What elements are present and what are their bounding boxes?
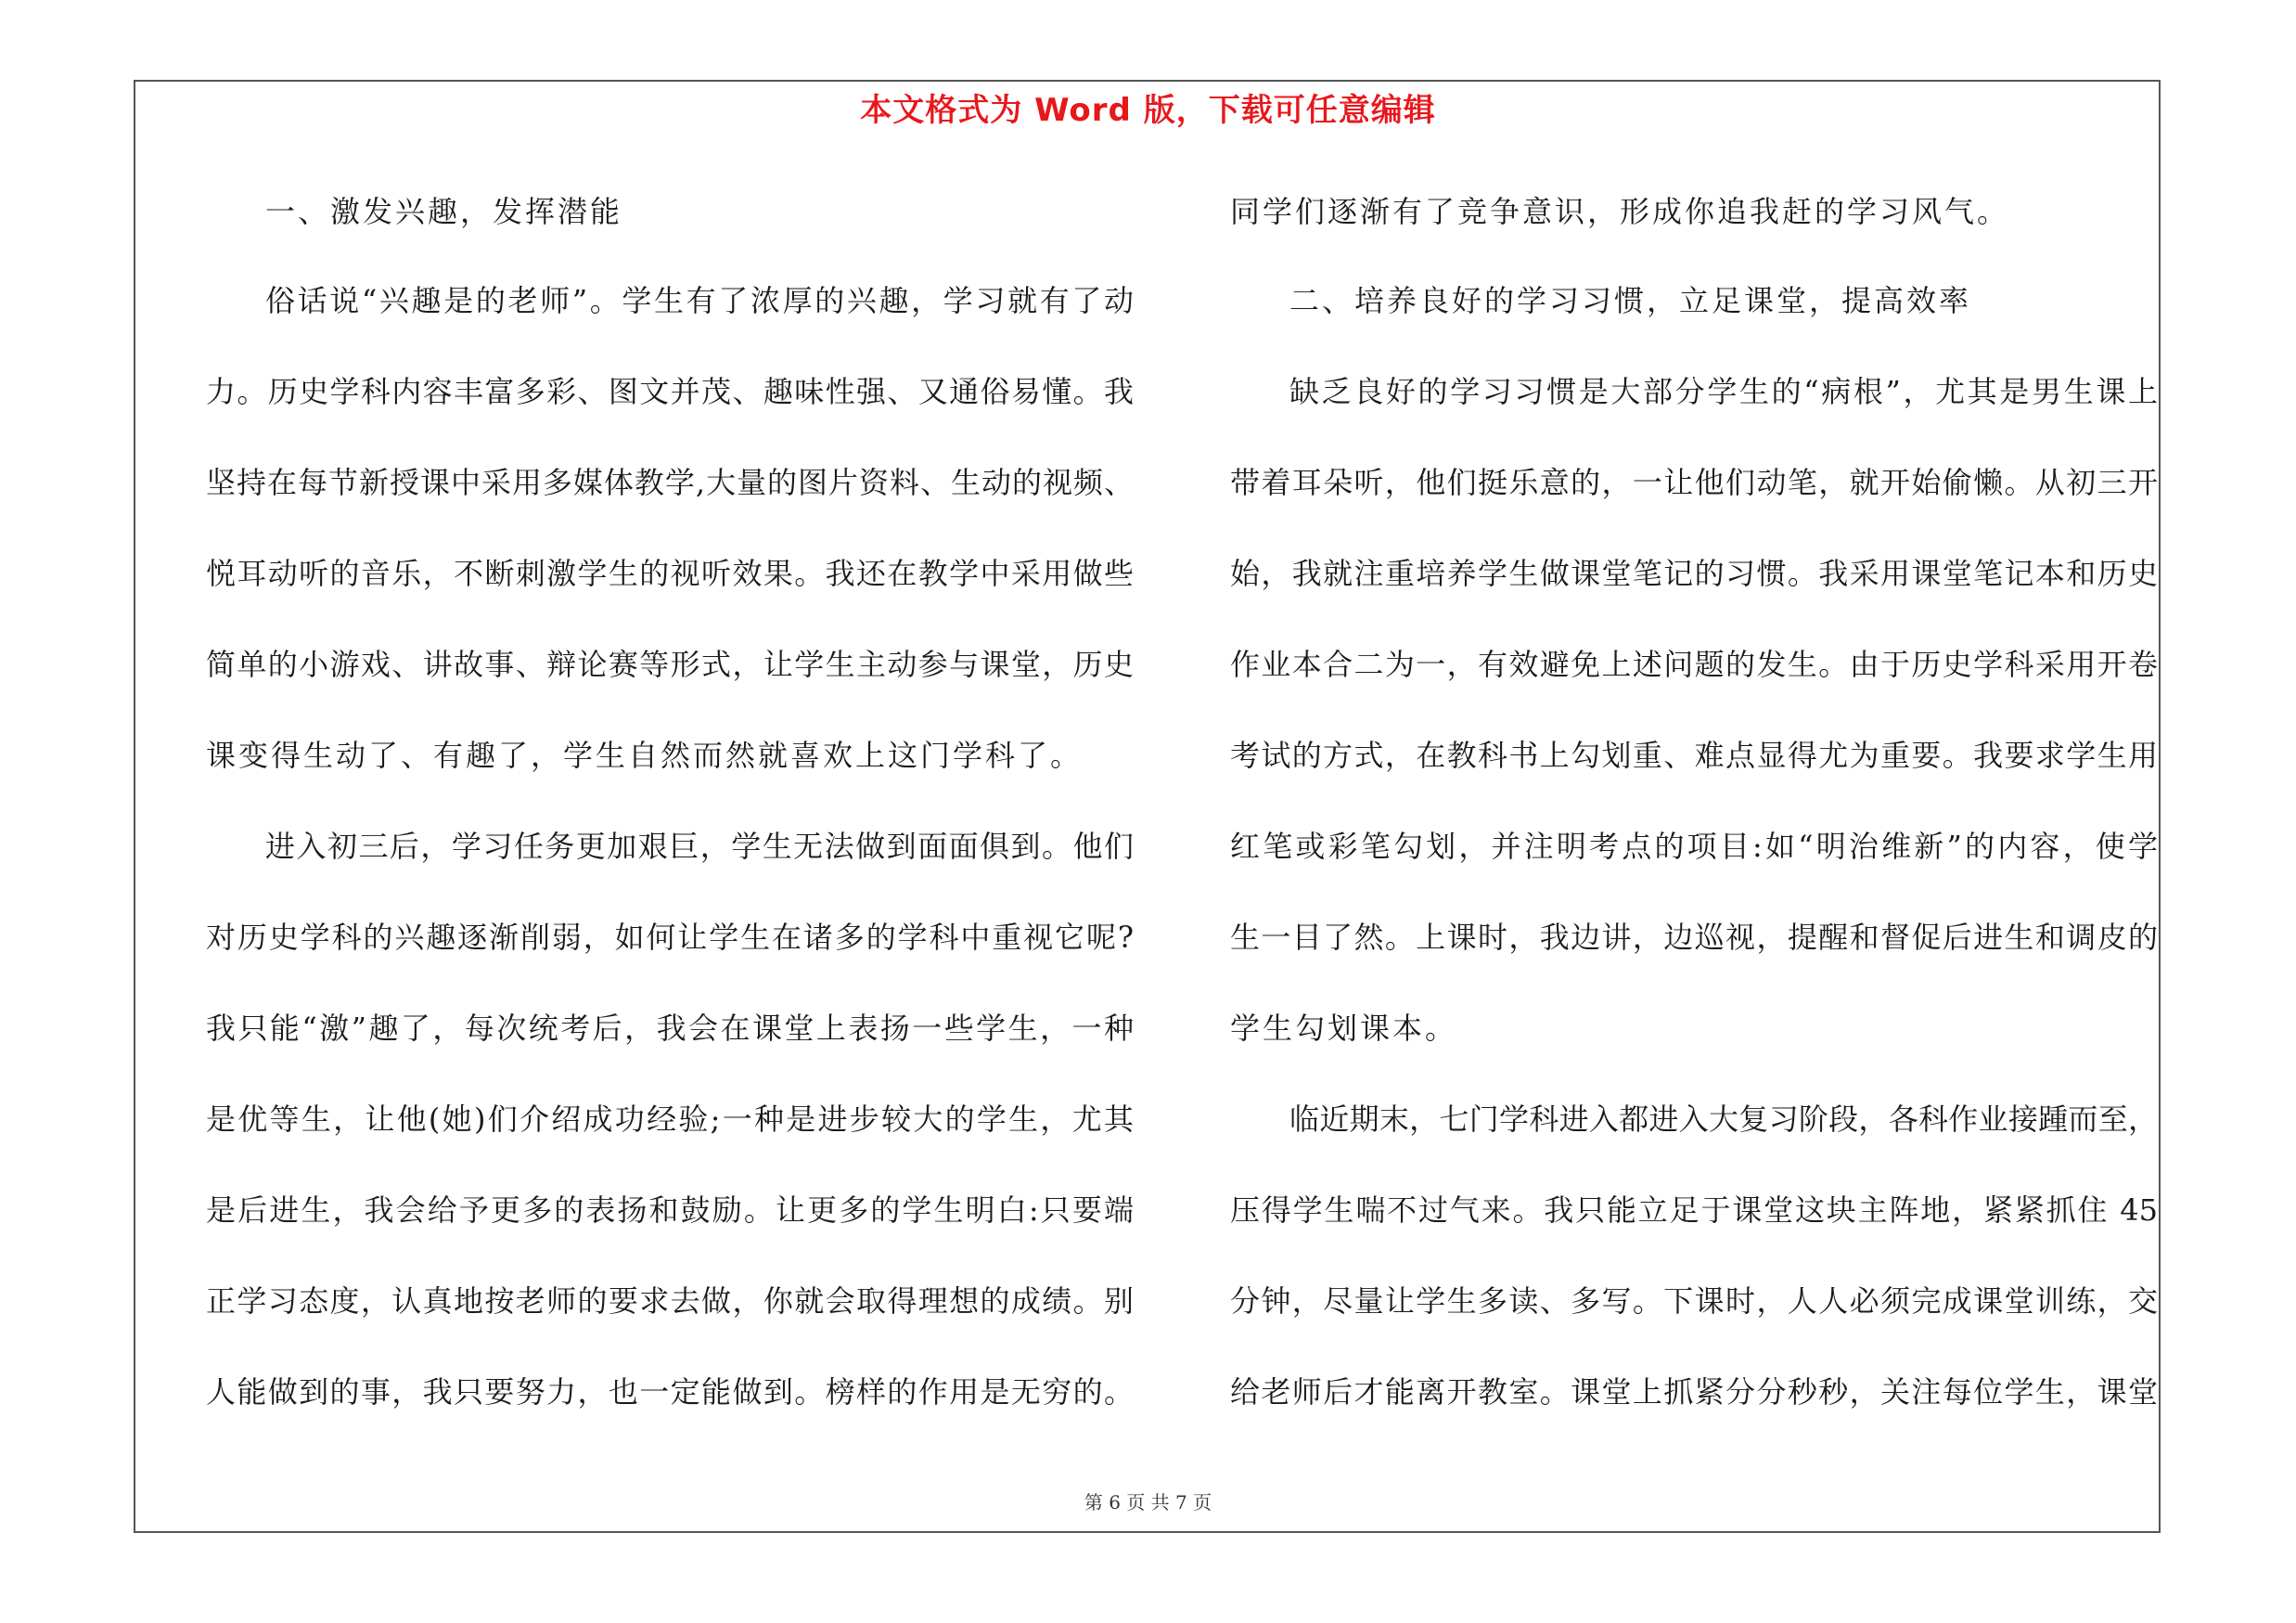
- paragraph-line: 对历史学科的兴趣逐渐削弱，如何让学生在诸多的学科中重视它呢?: [206, 920, 1134, 955]
- paragraph-line: 生一目了然。上课时，我边讲，边巡视，提醒和督促后进生和调皮的: [1230, 920, 2158, 955]
- paragraph-line: 分钟，尽量让学生多读、多写。下课时，人人必须完成课堂训练，交: [1230, 1283, 2158, 1319]
- paragraph-line: 正学习态度，认真地按老师的要求去做，你就会取得理想的成绩。别: [206, 1283, 1134, 1319]
- paragraph-line: 简单的小游戏、讲故事、辩论赛等形式，让学生主动参与课堂，历史: [206, 647, 1134, 682]
- paragraph-line: 是优等生，让他(她)们介绍成功经验;一种是进步较大的学生，尤其: [206, 1101, 1134, 1137]
- paragraph-line: 同学们逐渐有了竞争意识，形成你追我赶的学习风气。: [1230, 194, 2010, 229]
- format-notice-banner: 本文格式为 Word 版，下载可任意编辑: [860, 92, 1436, 129]
- paragraph-line: 坚持在每节新授课中采用多媒体教学,大量的图片资料、生动的视频、: [206, 465, 1134, 500]
- paragraph-line: 力。历史学科内容丰富多彩、图文并茂、趣味性强、又通俗易懂。我: [206, 374, 1134, 409]
- paragraph-line: 我只能“激”趣了，每次统考后，我会在课堂上表扬一些学生，一种: [206, 1011, 1134, 1046]
- paragraph-line: 给老师后才能离开教室。课堂上抓紧分分秒秒，关注每位学生，课堂: [1230, 1374, 2158, 1410]
- paragraph-line: 临近期末，七门学科进入都进入大复习阶段，各科作业接踵而至，: [1289, 1101, 2158, 1137]
- paragraph-line: 考试的方式，在教科书上勾划重、难点显得尤为重要。我要求学生用: [1230, 738, 2158, 773]
- paragraph-line: 作业本合二为一，有效避免上述问题的发生。由于历史学科采用开卷: [1230, 647, 2158, 682]
- section-heading-2: 二、培养良好的学习习惯，立足课堂，提高效率: [1289, 283, 1972, 318]
- paragraph-line: 始，我就注重培养学生做课堂笔记的习惯。我采用课堂笔记本和历史: [1230, 556, 2158, 591]
- paragraph-line: 缺乏良好的学习习惯是大部分学生的“病根”，尤其是男生课上: [1289, 374, 2158, 409]
- paragraph-line: 红笔或彩笔勾划，并注明考点的项目:如“明治维新”的内容，使学: [1230, 829, 2158, 864]
- paragraph-line: 人能做到的事，我只要努力，也一定能做到。榜样的作用是无穷的。: [206, 1374, 1134, 1410]
- paragraph-line: 俗话说“兴趣是的老师”。学生有了浓厚的兴趣，学习就有了动: [265, 283, 1134, 318]
- paragraph-line: 悦耳动听的音乐，不断刺激学生的视听效果。我还在教学中采用做些: [206, 556, 1134, 591]
- paragraph-line: 课变得生动了、有趣了，学生自然而然就喜欢上这门学科了。: [206, 738, 1084, 773]
- paragraph-line: 进入初三后，学习任务更加艰巨，学生无法做到面面俱到。他们: [265, 829, 1134, 864]
- paragraph-line: 带着耳朵听，他们挺乐意的，一让他们动笔，就开始偷懒。从初三开: [1230, 465, 2158, 500]
- section-heading-1: 一、激发兴趣，发挥潜能: [265, 194, 623, 229]
- paragraph-line: 压得学生喘不过气来。我只能立足于课堂这块主阵地，紧紧抓住 45: [1230, 1192, 2158, 1228]
- page-number-footer: 第 6 页 共 7 页: [1084, 1491, 1212, 1514]
- paragraph-line: 是后进生，我会给予更多的表扬和鼓励。让更多的学生明白:只要端: [206, 1192, 1134, 1228]
- paragraph-line: 学生勾划课本。: [1230, 1011, 1458, 1046]
